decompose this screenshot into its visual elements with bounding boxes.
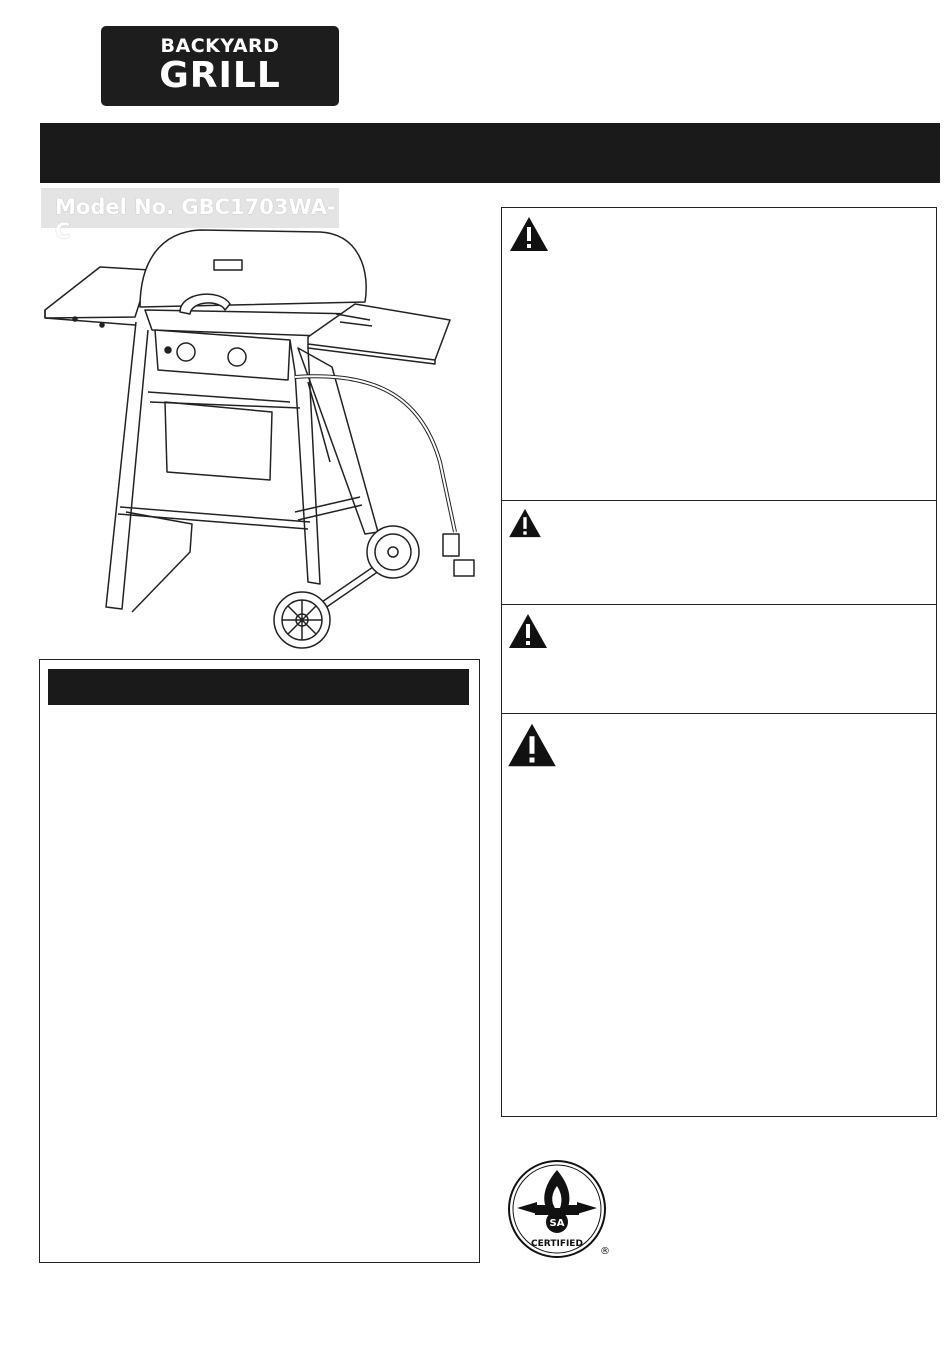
model-number: Model No. GBC1703WA-C: [55, 195, 336, 243]
title-bar: [40, 123, 940, 183]
warning-section-3: [502, 605, 936, 714]
certification-logo: [507, 1158, 617, 1263]
brand-logo: [101, 26, 339, 106]
info-box-header: [48, 669, 469, 705]
grill-illustration: [40, 222, 480, 652]
warning-triangle-icon: [507, 722, 557, 768]
certified-label: CERTIFIED: [531, 1239, 583, 1249]
warning-section-2: [502, 501, 936, 605]
registered-mark: ®: [600, 1246, 610, 1257]
product-info-box: [39, 659, 480, 1263]
warning-section-4: [502, 714, 936, 1115]
warning-triangle-icon: [509, 216, 549, 252]
brand-line2: GRILL: [159, 55, 281, 96]
warning-section-1: [502, 208, 936, 501]
warning-triangle-icon: [508, 613, 548, 649]
svg-text:SA: SA: [549, 1218, 565, 1229]
warning-triangle-icon: [508, 508, 542, 538]
brand-line1: BACKYARD: [160, 35, 280, 57]
warnings-column: [501, 207, 937, 1117]
